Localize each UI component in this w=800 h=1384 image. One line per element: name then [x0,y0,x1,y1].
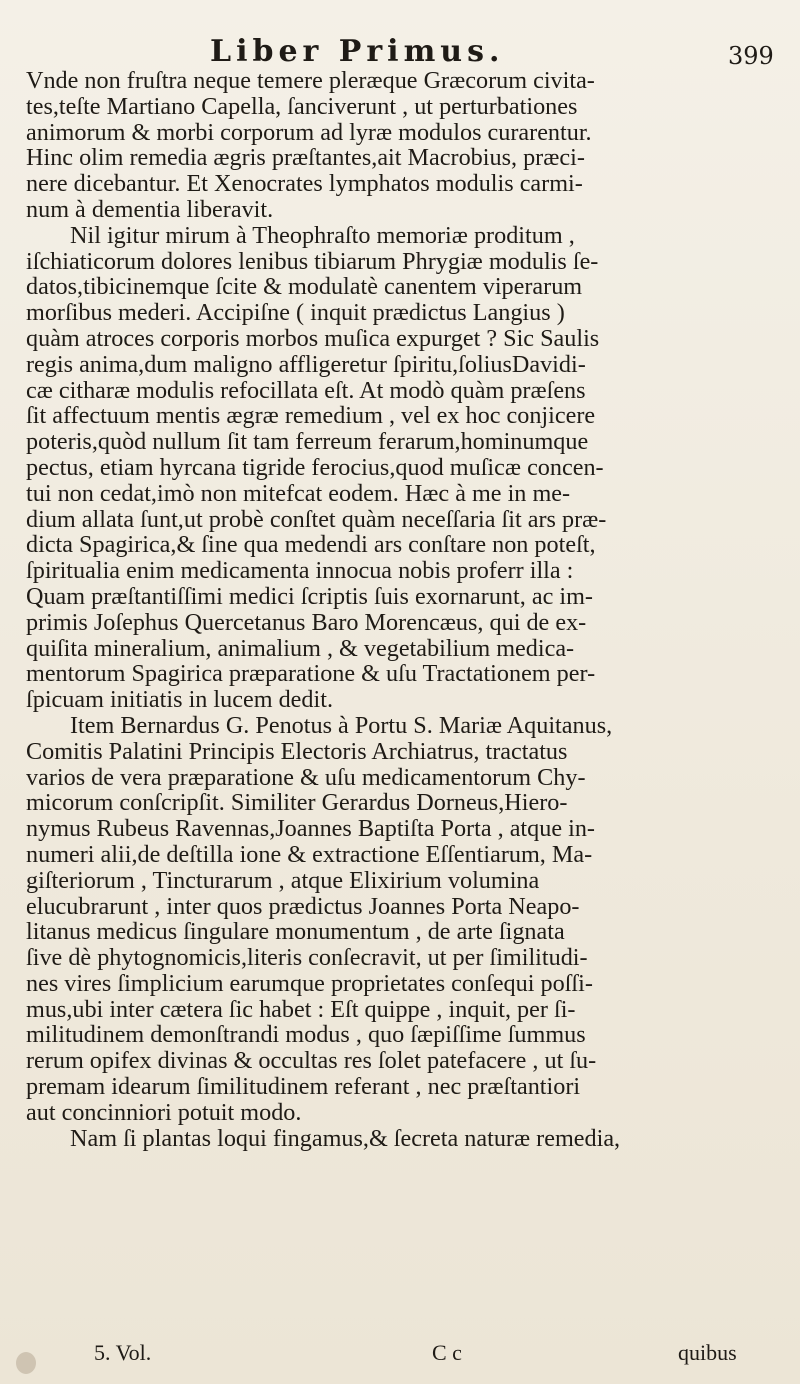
text-line: elucubrarunt , inter quos prædictus Joannes Porta Neapo- [26,893,580,920]
text-line: ſive dè phytognomicis,literis conſecravit, ut per ſimilitudi- [26,945,588,971]
text-line: datos,tibicinemque ſcite & modulatè canentem viperarum [26,274,583,301]
text-line: mentorum Spagirica præparatione & uſu Tractationem per- [26,661,596,688]
text-line: quàm atroces corporis morbos muſica expurget ? Sic Saulis [26,325,600,352]
text-line: Hinc olim remedia ægris præſtantes,ait Macrobius, præci- [26,145,585,172]
text-line: ſpiritualia enim medicamenta innocua nobis proferr illa : [26,558,574,584]
text-line: Quam præſtantiſſimi medici ſcriptis ſuis exornarunt, ac im- [26,583,593,610]
text-line: regis anima,dum maligno affligeretur ſpiritu,ſoliusDavidi- [26,351,586,378]
text-line: ſit affectuum mentis ægræ remedium , vel ex hoc conjicere [26,403,596,430]
text-line: numeri alii,de deſtilla ione & extractione Eſſentiarum, Ma- [26,841,593,868]
paper-stain [16,1352,36,1374]
text-line: num à dementia liberavit. [26,196,274,223]
text-line: tui non cedat,imò non mitefcat eodem. Hæc à me in me- [26,480,571,507]
body-text [26,68,786,1151]
text-line: Vnde non fruſtra neque temere pleræque Græcorum civita- [26,68,595,94]
text-line: micorum conſcripſit. Similiter Gerardus Dorneus,Hiero- [26,790,568,817]
text-line: Item Bernardus G. Penotus à Portu S. Mariæ Aquitanus, [70,712,613,739]
text-line: Nil igitur mirum à Theophraſto memoriæ proditum , [70,222,575,249]
volume-signature: 5. Vol. [94,1340,152,1365]
text-line: militudinem demonſtrandi modus , quo ſæpiſſime ſummus [26,1022,586,1049]
text-line: litanus medicus ſingulare monumentum , de arte ſignata [26,919,565,946]
text-line: poteris,quòd nullum ſit tam ferreum ferarum,hominumque [26,429,589,455]
text-line: quiſita mineralium, animalium , & vegetabilium medica- [26,635,575,662]
quire-mark: C c [432,1340,462,1365]
text-line: premam idearum ſimilitudinem referant , nec præſtantiori [26,1074,581,1100]
text-line: ſpicuam initiatis in lucem dedit. [26,687,333,713]
text-line: nes vires ſimplicium earumque proprietates conſequi poſſi- [26,970,593,997]
text-line: pectus, etiam hyrcana tigride ferocius,quod muſicæ concen- [26,454,604,481]
text-line: primis Joſephus Quercetanus Baro Morencæus, qui de ex- [26,609,587,636]
text-line: giſteriorum , Tincturarum , atque Elixirium volumina [26,867,540,894]
running-head: Liber Primus. [210,34,505,69]
page-footer [0,1340,800,1370]
page-number: 399 [728,42,774,70]
text-line: Comitis Palatini Principis Electoris Archiatrus, tractatus [26,738,568,765]
text-line: rerum opifex divinas & occultas res ſolet patefacere , ut ſu- [26,1048,597,1075]
text-line: tes,teſte Martiano Capella, ſanciverunt , ut perturbationes [26,93,578,120]
text-line: nere dicebantur. Et Xenocrates lymphatos modulis carmi- [26,171,583,197]
text-line: dium allata ſunt,ut probè conſtet quàm neceſſaria ſit ars præ- [26,506,607,533]
text-line: cæ citharæ modulis refocillata eſt. At modò quàm præſens [26,377,586,404]
text-line: varios de vera præparatione & uſu medicamentorum Chy- [26,764,586,791]
text-line: aut concinniori potuit modo. [26,1099,302,1126]
catchword: quibus [678,1340,737,1365]
text-line: nymus Rubeus Ravennas,Joannes Baptiſta Porta , atque in- [26,816,595,842]
text-line: iſchiaticorum dolores lenibus tibiarum Phrygiæ modulis ſe- [26,248,599,275]
text-line: morſibus mederi. Accipiſne ( inquit prædictus Langius ) [26,300,565,326]
text-line: mus,ubi inter cætera ſic habet : Eſt quippe , inquit, per ſi- [26,996,576,1023]
text-line: dicta Spagirica,& ſine qua medendi ars conſtare non poteſt, [26,532,596,559]
text-line: Nam ſi plantas loqui fingamus,& ſecreta naturæ remedia, [70,1125,621,1152]
text-line: animorum & morbi corporum ad lyræ modulos curarentur. [26,119,592,146]
